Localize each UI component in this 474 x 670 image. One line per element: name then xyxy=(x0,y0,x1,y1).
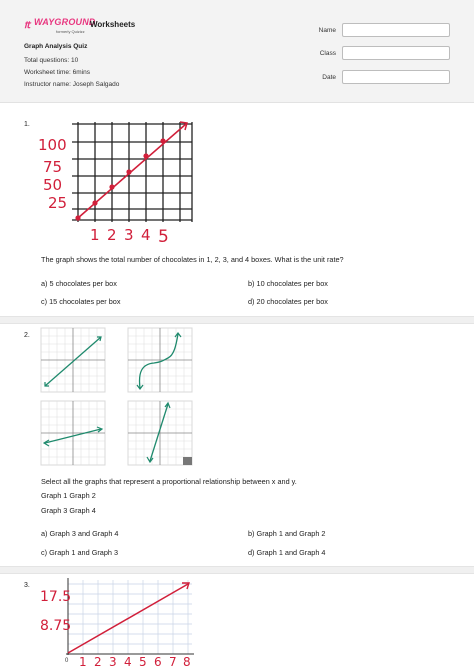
q1-option-d[interactable]: d) 20 chocolates per box xyxy=(248,297,328,306)
q1-option-a[interactable]: a) 5 chocolates per box xyxy=(41,279,117,288)
q3-x-label-3: 3 xyxy=(109,655,117,669)
name-field[interactable] xyxy=(342,23,450,37)
question-1-text: The graph shows the total number of chocolates in 1, 2, 3, and 4 boxes. What is the unit rate? xyxy=(41,255,344,264)
q3-y-label-8-75: 8.75 xyxy=(40,618,72,634)
q1-x-label-3: 3 xyxy=(124,226,134,244)
total-questions: Total questions: 10 xyxy=(24,57,79,64)
question-1-graph xyxy=(30,112,200,247)
q3-x-label-2: 2 xyxy=(94,655,102,669)
q3-origin-label: 0 xyxy=(65,658,69,664)
question-3-graph xyxy=(30,576,200,670)
logo-mark-icon: ₶ xyxy=(24,20,30,31)
section-divider xyxy=(0,316,474,324)
worksheet-header xyxy=(0,0,474,103)
date-field[interactable] xyxy=(342,70,450,84)
question-3-number: 3. xyxy=(24,582,30,589)
q3-y-label-17-5: 17.5 xyxy=(40,589,72,605)
section-divider-2 xyxy=(0,566,474,574)
q2-option-a[interactable]: a) Graph 3 and Graph 4 xyxy=(41,529,119,538)
question-2-text: Select all the graphs that represent a proportional relationship between x and y. xyxy=(41,477,297,486)
q3-x-label-8: 8 xyxy=(183,655,191,669)
q3-x-label-7: 7 xyxy=(169,655,177,669)
question-1-number: 1. xyxy=(24,121,30,128)
name-label: Name xyxy=(318,27,336,34)
quiz-title: Graph Analysis Quiz xyxy=(24,43,88,50)
q3-x-label-6: 6 xyxy=(154,655,162,669)
logo-subtitle: formerly Quizizz xyxy=(56,29,85,34)
q1-x-label-5: 5 xyxy=(158,227,169,247)
q2-graph-4 xyxy=(128,401,192,465)
logo-wordmark: WAYGROUND xyxy=(34,17,96,27)
class-field[interactable] xyxy=(342,46,450,60)
q2-option-b[interactable]: b) Graph 1 and Graph 2 xyxy=(248,529,326,538)
q1-y-label-75: 75 xyxy=(43,158,63,176)
date-label: Date xyxy=(322,74,336,81)
q1-x-label-4: 4 xyxy=(141,226,151,244)
question-2-line-2: Graph 1 Graph 2 xyxy=(41,491,96,500)
q1-x-label-1: 1 xyxy=(90,226,100,244)
brand-title: Worksheets xyxy=(90,20,136,29)
q2-option-c[interactable]: c) Graph 1 and Graph 3 xyxy=(41,548,119,557)
question-2-number: 2. xyxy=(24,332,30,339)
instructor-name: Instructor name: Joseph Salgado xyxy=(24,81,120,88)
worksheet-time: Worksheet time: 6mins xyxy=(24,69,90,76)
q2-graph-3 xyxy=(41,401,105,465)
wayground-logo xyxy=(24,16,96,36)
q2-option-d[interactable]: d) Graph 1 and Graph 4 xyxy=(248,548,326,557)
q3-x-label-5: 5 xyxy=(139,655,147,669)
q1-y-label-50: 50 xyxy=(43,176,63,194)
class-label: Class xyxy=(319,50,336,57)
q1-option-b[interactable]: b) 10 chocolates per box xyxy=(248,279,328,288)
q2-graph-1 xyxy=(41,328,105,392)
q1-y-label-25: 25 xyxy=(48,194,68,212)
q1-option-c[interactable]: c) 15 chocolates per box xyxy=(41,297,121,306)
q3-x-label-4: 4 xyxy=(124,655,132,669)
question-2-line-3: Graph 3 Graph 4 xyxy=(41,506,96,515)
q1-x-label-2: 2 xyxy=(107,226,117,244)
q1-y-label-100: 100 xyxy=(38,136,67,154)
q2-graph-2 xyxy=(128,328,192,392)
q3-x-label-1: 1 xyxy=(79,655,87,669)
